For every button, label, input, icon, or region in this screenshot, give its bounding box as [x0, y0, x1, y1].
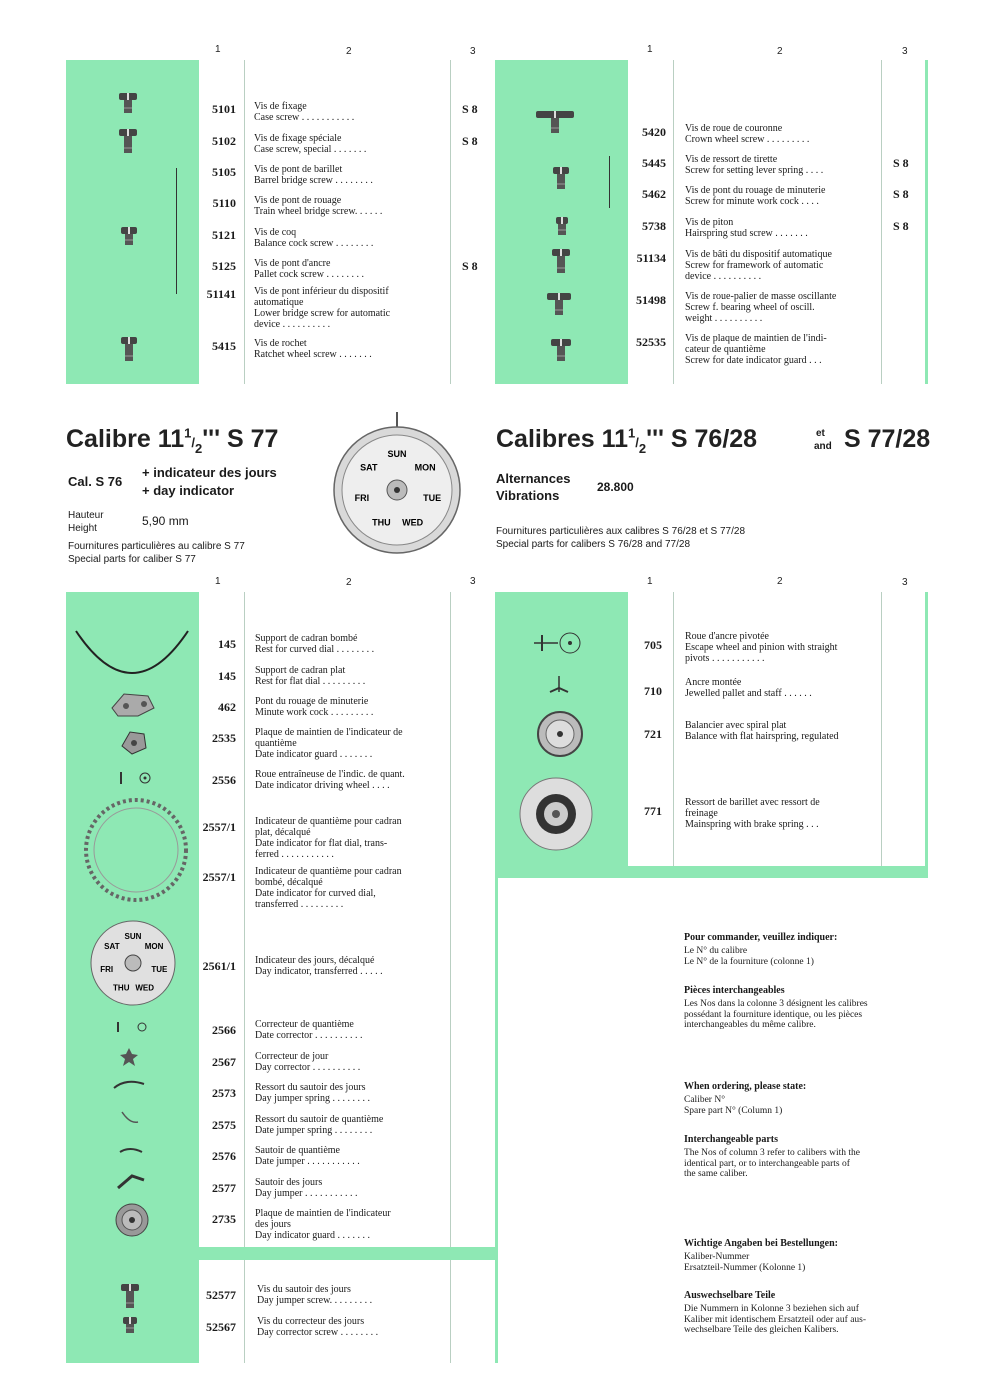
part-description: Ressort du sautoir des jours Day jumper spring . . . . . . . .	[255, 1082, 370, 1104]
part-description: Support de cadran bombé Rest for curved dial . . . . . . . .	[255, 633, 375, 655]
part-number: 2577	[212, 1181, 236, 1195]
col-num-2: 2	[777, 46, 783, 57]
part-number: 2535	[212, 731, 236, 745]
part-number: 5110	[212, 196, 236, 210]
day-label: TUE	[423, 493, 442, 504]
screw-icon	[120, 336, 138, 367]
screw-icon	[120, 226, 138, 251]
fournitures-fr: Fournitures particulières au calibre S 77	[68, 541, 245, 552]
cal-s76: Cal. S 76	[68, 474, 123, 489]
part-number: 52567	[206, 1320, 236, 1334]
part-description: Vis de pont de barillet Barrel bridge screw . . . . . . . .	[254, 164, 373, 186]
col-num-2: 2	[777, 576, 783, 587]
balance-icon	[536, 710, 584, 763]
part-description: Ressort de barillet avec ressort de freinage Mainspring with brake spring . . .	[685, 797, 820, 830]
screw-icon	[118, 128, 138, 159]
part-number: 2576	[212, 1149, 236, 1163]
screw-icon	[535, 110, 575, 139]
part-number: 5415	[212, 339, 236, 353]
part-description: Vis de pont de rouage Train wheel bridge screw. . . . . .	[254, 195, 383, 217]
part-number: 51141	[206, 287, 236, 301]
day-label: SAT	[104, 942, 120, 952]
part-number: 721	[644, 727, 662, 741]
mainspring-icon	[518, 776, 594, 857]
day-label: SAT	[360, 462, 378, 473]
part-number: 5462	[642, 187, 666, 201]
part-description: Vis de piton Hairspring stud screw . . . . . . .	[685, 217, 808, 239]
plate-icon	[118, 728, 150, 761]
part-number: 51498	[636, 293, 666, 307]
caliber-ref: S 8	[462, 259, 478, 273]
screw-icon	[551, 248, 571, 279]
day-corrector-icon	[118, 1046, 140, 1073]
part-description: Correcteur de quantième Date corrector . . . . . . . . . .	[255, 1019, 363, 1041]
col-num-2: 2	[346, 46, 352, 57]
note-en-body-2: The Nos of column 3 refer to calibers with the identical part, or to interchangeable parts of the same caliber.	[684, 1148, 860, 1179]
day-label: SUN	[124, 932, 142, 941]
note-en-body-1: Caliber N° Spare part N° (Column 1)	[684, 1095, 783, 1116]
note-fr-body-1: Le N° du calibre Le N° de la fourniture (colonne 1)	[684, 946, 814, 967]
part-number: 51134	[636, 251, 666, 265]
part-number: 2573	[212, 1086, 236, 1100]
pallet-icon	[546, 674, 572, 701]
part-number: 145	[218, 637, 236, 651]
part-number: 2557/1	[202, 870, 236, 884]
part-description: Balancier avec spiral plat Balance with flat hairspring, regulated	[685, 720, 839, 742]
caliber-ref: S 8	[462, 134, 478, 148]
screw-icon	[120, 1283, 140, 1314]
day-label: MON	[144, 942, 164, 952]
col-num-3: 3	[902, 577, 908, 588]
part-description: Vis du sautoir des jours Day jumper screw. . . . . . . . .	[257, 1284, 373, 1306]
note-fr-heading-2: Pièces interchangeables	[684, 985, 785, 996]
part-description: Vis de rochet Ratchet wheel screw . . . . . . .	[254, 338, 372, 360]
part-number: 771	[644, 804, 662, 818]
note-de-heading-2: Auswechselbare Teile	[684, 1290, 776, 1301]
col-num-3: 3	[470, 46, 476, 57]
height-value: 5,90 mm	[142, 514, 189, 528]
part-number: 52535	[636, 335, 666, 349]
note-de-heading-1: Wichtige Angaben bei Bestellungen:	[684, 1238, 838, 1249]
indicator-guard-icon	[114, 1202, 150, 1243]
part-description: Roue entraîneuse de l'indic. de quant. Date indicator driving wheel . . . .	[255, 769, 405, 791]
escape-wheel-icon	[532, 630, 582, 661]
caliber-ref: S 8	[462, 102, 478, 116]
vibrations-value: 28.800	[597, 480, 634, 494]
fournitures-en-2: Special parts for calibers S 76/28 and 77/28	[496, 539, 691, 550]
screw-icon	[552, 166, 570, 195]
part-description: Sautoir des jours Day jumper . . . . . . . . . . .	[255, 1177, 358, 1199]
part-description: Vis de pont du rouage de minuterie Screw for minute work cock . . . .	[685, 185, 826, 207]
part-number: 2575	[212, 1118, 236, 1132]
note-fr-heading-1: Pour commander, veuillez indiquer:	[684, 932, 838, 943]
movement-day-disc-image	[322, 410, 472, 560]
date-indicator-flat-icon	[74, 798, 198, 907]
part-description: Correcteur de jour Day corrector . . . . . . . . . .	[255, 1051, 361, 1073]
note-de-body-2: Die Nummern in Kolonne 3 beziehen sich auf Kaliber mit identischem Ersatzteil oder auf aus- wechselbare Teile des gleichen Kalibers.	[684, 1304, 867, 1335]
note-en-heading-2: Interchangeable parts	[684, 1134, 778, 1145]
part-description: Ancre montée Jewelled pallet and staff . . . . . .	[685, 677, 812, 699]
and-label: and	[814, 441, 832, 452]
part-description: Vis de roue-palier de masse oscillante Screw f. bearing wheel of oscill. weight . . . . . . . . . .	[685, 291, 837, 324]
day-label: WED	[402, 517, 424, 528]
part-number: 5102	[212, 134, 236, 148]
part-description: Indicateur de quantième pour cadran bombé, décalqué Date indicator for curved dial, transferred . . . . . . . . .	[255, 866, 402, 910]
screw-icon	[118, 92, 138, 119]
part-description: Vis de bâti du dispositif automatique Screw for framework of automatic device . . . . . . . . . .	[685, 249, 832, 282]
indicator-fr: + indicateur des jours	[142, 465, 277, 480]
caliber-ref: S 8	[893, 156, 909, 170]
screw-icon	[550, 338, 572, 367]
day-label: SUN	[387, 449, 407, 459]
caliber-ref: S 8	[893, 187, 909, 201]
part-number: 2561/1	[202, 959, 236, 973]
day-indicator-icon	[88, 918, 178, 1013]
part-description: Vis de plaque de maintien de l'indi- cateur de quantième Screw for date indicator guard . . .	[685, 333, 827, 366]
part-description: Plaque de maintien de l'indicateur de quantième Date indicator guard . . . . . . .	[255, 727, 403, 760]
part-number: 5738	[642, 219, 666, 233]
part-description: Roue d'ancre pivotée Escape wheel and pinion with straight pivots . . . . . . . . . . .	[685, 631, 838, 664]
part-number: 705	[644, 638, 662, 652]
part-description: Vis de coq Balance cock screw . . . . . . . .	[254, 227, 374, 249]
part-number: 5445	[642, 156, 666, 170]
screw-icon	[546, 292, 572, 321]
part-number: 2735	[212, 1212, 236, 1226]
part-number: 5420	[642, 125, 666, 139]
day-label: TUE	[151, 965, 168, 975]
part-number: 5105	[212, 165, 236, 179]
part-number: 462	[218, 700, 236, 714]
day-jumper-icon	[116, 1172, 146, 1197]
part-description: Vis de fixage spéciale Case screw, special . . . . . . .	[254, 133, 367, 155]
part-description: Vis de pont d'ancre Pallet cock screw . . . . . . . .	[254, 258, 364, 280]
day-label: MON	[414, 462, 436, 473]
day-label: THU	[113, 983, 130, 993]
day-label: WED	[135, 983, 155, 993]
col-num-1: 1	[647, 576, 653, 587]
part-number: 710	[644, 684, 662, 698]
col-num-2: 2	[346, 577, 352, 588]
alternances-label: Alternances	[496, 471, 571, 486]
calibres-title: Calibres $11^1/_2'''$ S 76/28	[496, 425, 758, 456]
part-number: 5101	[212, 102, 236, 116]
col-num-3: 3	[902, 46, 908, 57]
indicator-en: + day indicator	[142, 483, 235, 498]
note-de-body-1: Kaliber-Nummer Ersatzteil-Nummer (Kolonne 1)	[684, 1252, 806, 1273]
part-description: Pont du rouage de minuterie Minute work cock . . . . . . . . .	[255, 696, 374, 718]
hauteur-label: Hauteur	[68, 510, 104, 521]
driving-wheel-icon	[115, 770, 155, 791]
part-description: Indicateur des jours, décalqué Day indicator, transferred . . . . .	[255, 955, 383, 977]
calibre-title: Calibre $11^1/_2'''$ S 77	[66, 425, 279, 456]
part-description: Vis du correcteur des jours Day corrector screw . . . . . . . .	[257, 1316, 379, 1338]
part-description: Vis de pont inférieur du dispositif automatique Lower bridge screw for automatic device . . . . . . . . . .	[254, 286, 391, 330]
part-description: Plaque de maintien de l'indicateur des jours Day indicator guard . . . . . . .	[255, 1208, 391, 1241]
caliber-ref: S 8	[893, 219, 909, 233]
date-jumper-icon	[118, 1144, 144, 1163]
minute-work-cock-icon	[108, 688, 158, 725]
screw-icon	[555, 216, 569, 241]
jumper-spring-icon	[112, 1078, 146, 1097]
part-number: 2566	[212, 1023, 236, 1037]
calibres-title-2: S 77/28	[844, 425, 931, 453]
date-corrector-icon	[112, 1020, 152, 1039]
part-description: Vis de roue de couronne Crown wheel screw . . . . . . . . .	[685, 123, 810, 145]
dial-rest-icon	[72, 625, 192, 685]
part-number: 145	[218, 669, 236, 683]
day-label: FRI	[354, 493, 370, 504]
part-description: Vis de ressort de tirette Screw for setting lever spring . . . .	[685, 154, 824, 176]
group-brace	[176, 168, 177, 294]
note-en-heading-1: When ordering, please state:	[684, 1081, 807, 1092]
col-num-3: 3	[470, 576, 476, 587]
vibrations-label: Vibrations	[496, 488, 560, 503]
screw-icon	[122, 1316, 138, 1339]
col-num-1: 1	[215, 576, 221, 587]
et-label: et	[816, 428, 825, 439]
jumper-spring-icon	[120, 1110, 140, 1131]
part-number: 2567	[212, 1055, 236, 1069]
part-number: 2557/1	[202, 820, 236, 834]
height-label: Height	[68, 523, 97, 534]
part-number: 5125	[212, 259, 236, 273]
note-fr-body-2: Les Nos dans la colonne 3 désignent les calibres possédant la fourniture identique, ou les pièces interchangeables du même calibre.	[684, 999, 868, 1030]
col-num-1: 1	[215, 44, 221, 55]
day-label: THU	[372, 517, 391, 528]
part-description: Support de cadran plat Rest for flat dial . . . . . . . . .	[255, 665, 366, 687]
day-label: FRI	[100, 965, 114, 975]
part-description: Ressort du sautoir de quantième Date jumper spring . . . . . . . .	[255, 1114, 384, 1136]
col-num-1: 1	[647, 44, 653, 55]
part-number: 2556	[212, 773, 236, 787]
group-brace	[609, 156, 610, 208]
fournitures-fr-2: Fournitures particulières aux calibres S 76/28 et S 77/28	[496, 526, 746, 537]
part-description: Sautoir de quantième Date jumper . . . . . . . . . . .	[255, 1145, 360, 1167]
fournitures-en: Special parts for caliber S 77	[68, 554, 196, 565]
part-number: 52577	[206, 1288, 236, 1302]
part-number: 5121	[212, 228, 236, 242]
part-description: Vis de fixage Case screw . . . . . . . . . . .	[254, 101, 355, 123]
part-description: Indicateur de quantième pour cadran plat, décalqué Date indicator for flat dial, trans- ferred . . . . . . . . . . .	[255, 816, 402, 860]
